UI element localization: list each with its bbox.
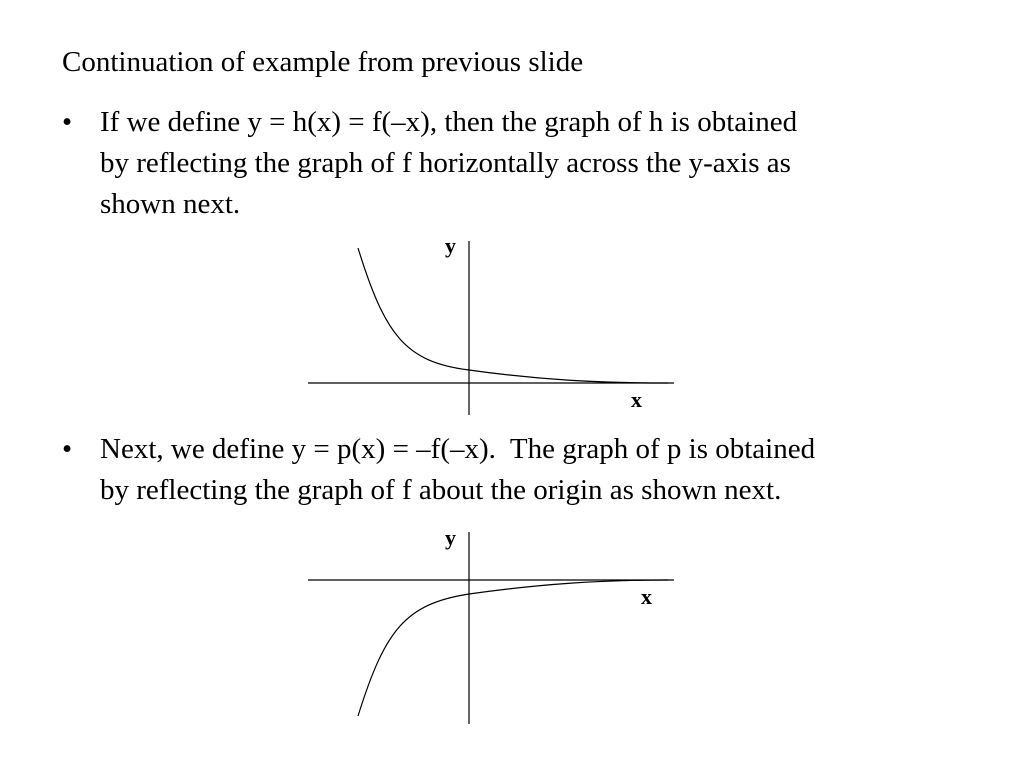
bullet-line: If we define y = h(x) = f(–x), then the graph of h is obtained (100, 106, 798, 138)
bullet-marker: • (62, 433, 73, 465)
y-axis-label: y (445, 525, 456, 550)
y-axis-label: y (445, 233, 456, 258)
bullet-line: by reflecting the graph of f about the origin as shown next. (100, 474, 782, 506)
bullet-marker: • (62, 106, 73, 138)
slide-heading: Continuation of example from previous slide (62, 46, 584, 78)
bullet-line: by reflecting the graph of f horizontally across the y-axis as (100, 147, 791, 179)
bullet-line: shown next. (100, 188, 241, 220)
curve-p (358, 580, 668, 716)
x-axis-label: x (641, 584, 652, 609)
x-axis-label: x (631, 387, 642, 412)
bullet-line: Next, we define y = p(x) = –f(–x). The graph of p is obtained (100, 433, 816, 465)
